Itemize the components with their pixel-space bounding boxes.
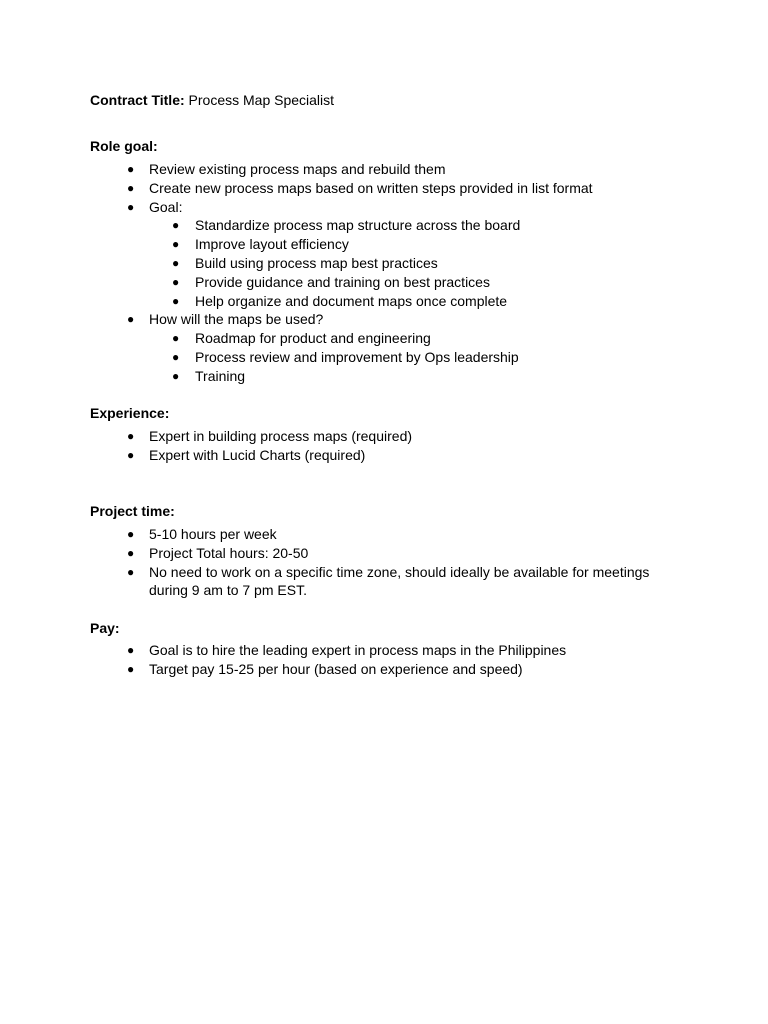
list-item (90, 198, 690, 217)
list-item-text: Standardize process map structure across the board (195, 217, 521, 234)
sub-list-item (90, 329, 690, 348)
list-item (90, 446, 690, 465)
list-item-text: Goal: (149, 198, 183, 215)
bullet-icon: ● (127, 162, 135, 176)
bullet-icon: ● (172, 255, 180, 270)
list-item (90, 544, 690, 563)
bullet-icon: ● (172, 218, 180, 233)
pay-list (90, 641, 690, 679)
role-goal-section (90, 137, 690, 386)
sub-list-item (90, 216, 690, 235)
list-item-text: 5-10 hours per week (149, 526, 277, 542)
project-time-section (90, 502, 690, 600)
list-item (90, 660, 690, 679)
list-item (90, 160, 690, 179)
sub-list-item (90, 292, 690, 311)
bullet-icon: ● (172, 293, 180, 308)
list-item (90, 427, 690, 446)
list-item (90, 310, 690, 329)
list-item-text: Create new process maps based on written steps provided in list format (149, 179, 593, 196)
list-item-text: Review existing process maps and rebuild them (149, 161, 446, 177)
experience-heading: Experience: (90, 405, 170, 421)
bullet-icon: ● (127, 527, 135, 541)
pay-heading: Pay: (90, 620, 120, 636)
project-time-heading: Project time: (90, 503, 175, 519)
list-item-text: Provide guidance and training on best practices (195, 273, 490, 290)
bullet-icon: ● (172, 274, 180, 289)
contract-title (90, 91, 334, 110)
role-goal-list (90, 160, 690, 216)
goal-sublist (90, 216, 690, 310)
sub-list-item (90, 273, 690, 292)
bullet-icon: ● (172, 331, 180, 346)
list-item-text: Improve layout efficiency (195, 236, 349, 253)
list-item (90, 641, 690, 660)
experience-list (90, 427, 690, 465)
role-goal-list-continued (90, 310, 690, 329)
bullet-icon: ● (172, 368, 180, 383)
sub-list-item (90, 254, 690, 273)
bullet-icon: ● (127, 661, 135, 676)
list-item-text: Goal is to hire the leading expert in process maps in the Philippines (149, 642, 567, 658)
list-item-text: Process review and improvement by Ops leadership (195, 348, 519, 365)
bullet-icon: ● (127, 447, 135, 462)
contract-title-value: Process Map Specialist (188, 92, 335, 108)
bullet-icon: ● (172, 349, 180, 364)
bullet-icon: ● (172, 237, 180, 252)
list-item-text: Project Total hours: 20-50 (149, 544, 309, 561)
list-item-text: Training (195, 367, 246, 384)
sub-list-item (90, 367, 690, 386)
project-time-list (90, 525, 690, 600)
list-item-text: Roadmap for product and engineering (195, 330, 431, 347)
list-item-text: Target pay 15-25 per hour (based on experience and speed) (149, 660, 523, 677)
list-item (90, 525, 690, 544)
bullet-icon: ● (127, 564, 135, 579)
bullet-icon: ● (127, 429, 135, 443)
list-item-text: No need to work on a specific time zone, should ideally be available for meetings during 9 am to 7 pm EST. (149, 563, 650, 599)
role-goal-heading: Role goal: (90, 138, 158, 154)
list-item (90, 563, 690, 601)
bullet-icon: ● (127, 312, 135, 327)
list-item-text: Build using process map best practices (195, 254, 438, 271)
list-item-text: Expert in building process maps (required) (149, 428, 413, 444)
list-item-text: Expert with Lucid Charts (required) (149, 446, 366, 463)
pay-section (90, 619, 690, 679)
list-item (90, 179, 690, 198)
list-item-text: How will the maps be used? (149, 311, 324, 328)
bullet-icon: ● (127, 199, 135, 214)
usage-sublist (90, 329, 690, 385)
list-item-text: Help organize and document maps once complete (195, 292, 508, 309)
experience-section (90, 404, 690, 465)
contract-title-label: Contract Title: (90, 92, 185, 108)
bullet-icon: ● (127, 180, 135, 195)
sub-list-item (90, 235, 690, 254)
bullet-icon: ● (127, 643, 135, 657)
bullet-icon: ● (127, 545, 135, 560)
sub-list-item (90, 348, 690, 367)
